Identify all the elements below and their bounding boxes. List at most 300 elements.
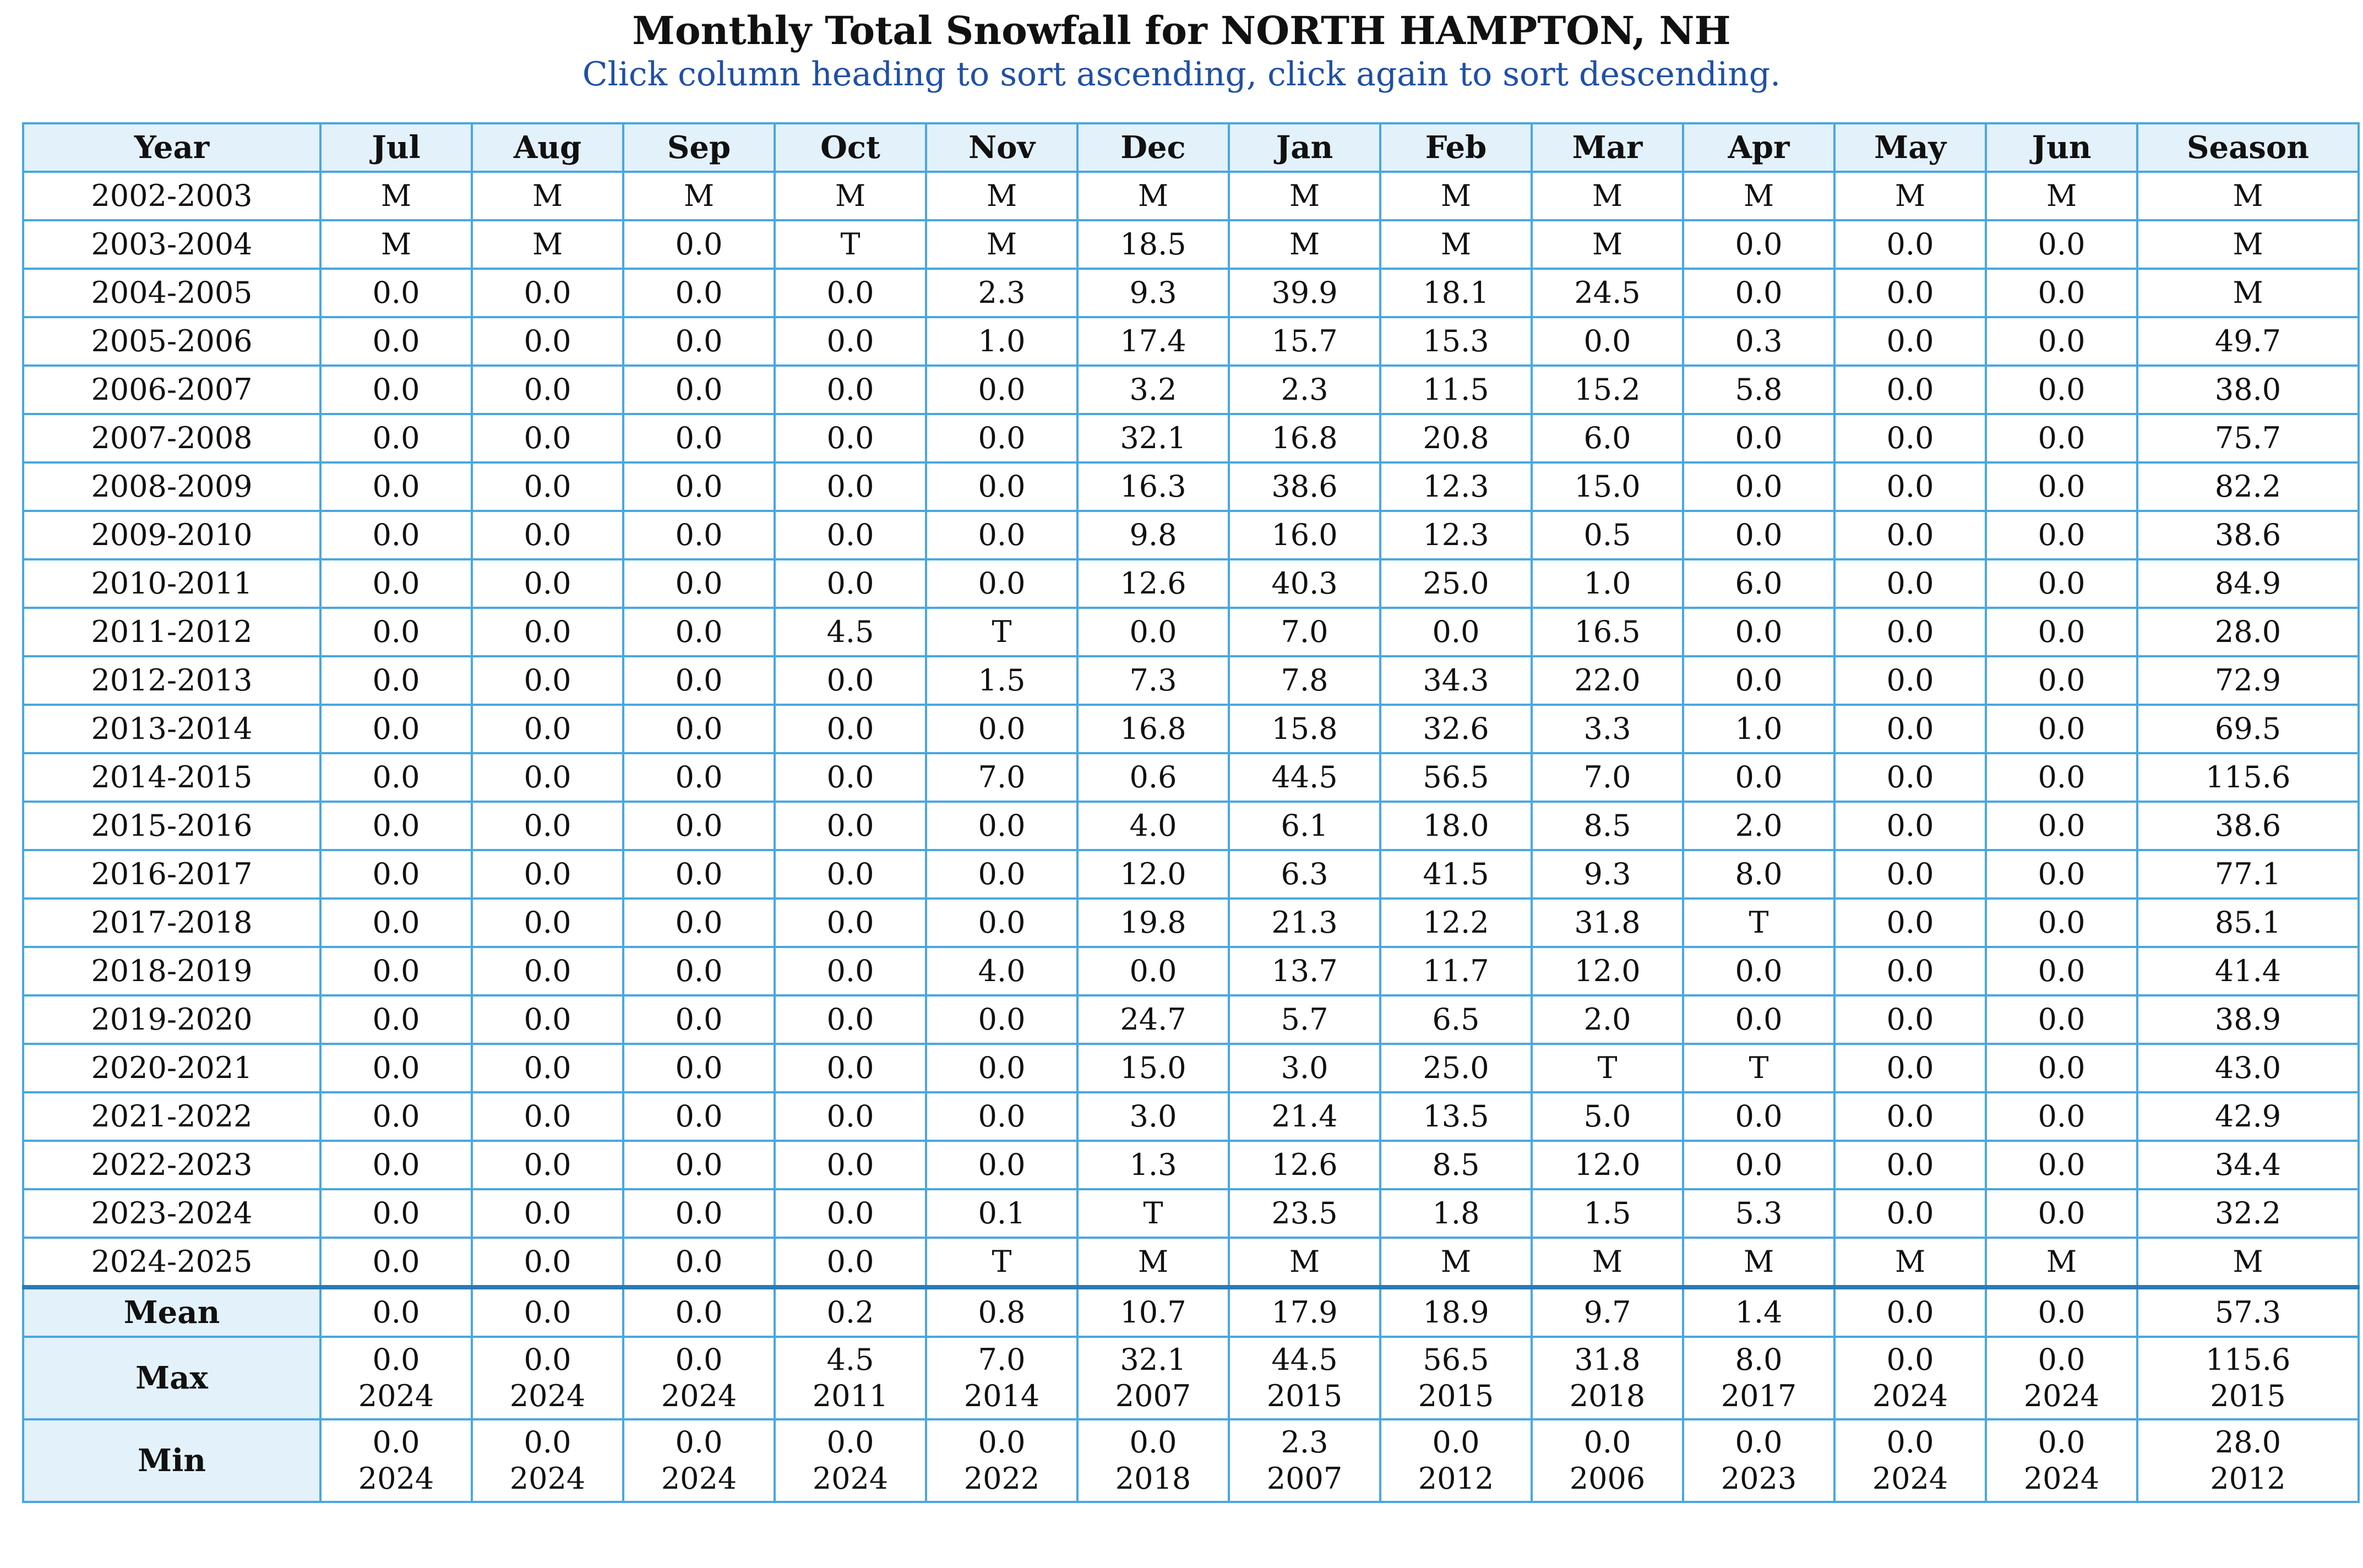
- column-header-jan[interactable]: Jan: [1229, 123, 1380, 172]
- summary-year: 2023: [1720, 1461, 1797, 1496]
- value-cell: 0.0: [1986, 317, 2137, 366]
- value-cell: 84.9: [2137, 559, 2359, 608]
- value-cell: 0.0: [623, 414, 775, 462]
- column-header-aug[interactable]: Aug: [472, 123, 623, 172]
- table-row: [23, 850, 2359, 899]
- value-cell: 69.5: [2137, 705, 2359, 753]
- value-cell: 0.0: [775, 366, 926, 414]
- year-cell: 2024-2025: [23, 1238, 320, 1287]
- value-cell: 5.3: [1683, 1189, 1834, 1238]
- year-cell: 2016-2017: [23, 850, 320, 899]
- summary-value: 0.0: [372, 1425, 420, 1460]
- value-cell: 0.0: [775, 559, 926, 608]
- value-cell: 0.0: [623, 269, 775, 317]
- value-cell: 75.7: [2137, 414, 2359, 462]
- value-cell: 0.0: [623, 705, 775, 753]
- value-cell: 0.0: [1834, 1044, 1986, 1092]
- value-cell: 9.3: [1532, 850, 1683, 899]
- value-cell: 0.0: [775, 899, 926, 947]
- value-cell: 0.0: [1683, 995, 1834, 1044]
- year-cell: 2015-2016: [23, 802, 320, 850]
- summary-cell: [926, 1419, 1077, 1502]
- value-cell: 16.8: [1229, 414, 1380, 462]
- value-cell: 72.9: [2137, 656, 2359, 705]
- summary-value: 0.0: [524, 1342, 571, 1377]
- summary-value: 0.2: [826, 1295, 874, 1330]
- summary-year: 2017: [1720, 1379, 1797, 1413]
- summary-cell: [2137, 1419, 2359, 1502]
- column-header-nov[interactable]: Nov: [926, 123, 1077, 172]
- value-cell: 0.0: [926, 559, 1077, 608]
- value-cell: 0.0: [472, 1092, 623, 1141]
- value-cell: 0.0: [320, 462, 472, 511]
- value-cell: 0.0: [1986, 366, 2137, 414]
- summary-cell: [1532, 1419, 1683, 1502]
- value-cell: 0.0: [472, 1189, 623, 1238]
- value-cell: 0.0: [1986, 899, 2137, 947]
- value-cell: 2.0: [1683, 802, 1834, 850]
- value-cell: 3.0: [1229, 1044, 1380, 1092]
- value-cell: 0.0: [1834, 850, 1986, 899]
- value-cell: M: [472, 172, 623, 220]
- value-cell: 24.5: [1532, 269, 1683, 317]
- column-header-year[interactable]: Year: [23, 123, 320, 172]
- summary-cell: [320, 1419, 472, 1502]
- summary-value: 32.1: [1120, 1342, 1186, 1377]
- summary-label-max: Max: [23, 1337, 320, 1419]
- summary-value: 0.0: [1735, 1425, 1783, 1460]
- page-title: Monthly Total Snowfall for NORTH HAMPTON, NH: [632, 8, 1731, 53]
- summary-year: 2012: [2210, 1461, 2286, 1496]
- summary-year: 2024: [2023, 1379, 2100, 1413]
- summary-cell: [623, 1337, 775, 1419]
- value-cell: 1.0: [1683, 705, 1834, 753]
- summary-value: 0.0: [2038, 1295, 2086, 1330]
- value-cell: 41.4: [2137, 947, 2359, 995]
- value-cell: 16.0: [1229, 511, 1380, 559]
- value-cell: 17.4: [1077, 317, 1229, 366]
- value-cell: 0.0: [926, 511, 1077, 559]
- value-cell: 0.0: [472, 511, 623, 559]
- value-cell: 0.0: [1986, 705, 2137, 753]
- value-cell: 38.9: [2137, 995, 2359, 1044]
- column-header-sep[interactable]: Sep: [623, 123, 775, 172]
- summary-value: 0.0: [1886, 1342, 1934, 1377]
- value-cell: 1.0: [926, 317, 1077, 366]
- value-cell: 0.0: [1986, 462, 2137, 511]
- value-cell: 12.6: [1229, 1141, 1380, 1189]
- year-cell: 2023-2024: [23, 1189, 320, 1238]
- summary-cell: [472, 1337, 623, 1419]
- value-cell: 82.2: [2137, 462, 2359, 511]
- table-row: [23, 366, 2359, 414]
- year-cell: 2006-2007: [23, 366, 320, 414]
- value-cell: 5.8: [1683, 366, 1834, 414]
- value-cell: 0.0: [1986, 511, 2137, 559]
- value-cell: 0.0: [1834, 1189, 1986, 1238]
- column-header-jun[interactable]: Jun: [1986, 123, 2137, 172]
- summary-year: 2024: [2023, 1461, 2100, 1496]
- value-cell: 0.0: [775, 462, 926, 511]
- summary-value: 0.8: [978, 1295, 1026, 1330]
- value-cell: 0.0: [320, 802, 472, 850]
- value-cell: 0.0: [1986, 608, 2137, 656]
- table-summary: [23, 1287, 2359, 1502]
- value-cell: 32.2: [2137, 1189, 2359, 1238]
- value-cell: M: [1380, 1238, 1532, 1287]
- value-cell: 0.0: [472, 802, 623, 850]
- table-row: [23, 1141, 2359, 1189]
- value-cell: 0.0: [320, 899, 472, 947]
- value-cell: 0.0: [623, 753, 775, 802]
- value-cell: 34.4: [2137, 1141, 2359, 1189]
- year-cell: 2018-2019: [23, 947, 320, 995]
- year-cell: 2019-2020: [23, 995, 320, 1044]
- value-cell: 0.0: [623, 511, 775, 559]
- summary-year: 2024: [509, 1461, 586, 1496]
- summary-year: 2024: [1872, 1379, 1948, 1413]
- value-cell: 0.0: [320, 269, 472, 317]
- value-cell: 0.0: [320, 705, 472, 753]
- value-cell: 22.0: [1532, 656, 1683, 705]
- value-cell: 0.0: [1834, 995, 1986, 1044]
- column-header-oct[interactable]: Oct: [775, 123, 926, 172]
- value-cell: 9.3: [1077, 269, 1229, 317]
- summary-year: 2024: [812, 1461, 889, 1496]
- value-cell: 6.5: [1380, 995, 1532, 1044]
- value-cell: 43.0: [2137, 1044, 2359, 1092]
- summary-row-min: [23, 1419, 2359, 1502]
- value-cell: 0.0: [472, 317, 623, 366]
- value-cell: 49.7: [2137, 317, 2359, 366]
- value-cell: 0.0: [623, 317, 775, 366]
- value-cell: 0.0: [623, 850, 775, 899]
- value-cell: 0.0: [1986, 1141, 2137, 1189]
- summary-year: 2014: [963, 1379, 1040, 1413]
- summary-value: 18.9: [1423, 1295, 1489, 1330]
- year-cell: 2021-2022: [23, 1092, 320, 1141]
- summary-cell: [1229, 1287, 1380, 1337]
- value-cell: 5.7: [1229, 995, 1380, 1044]
- value-cell: 0.0: [472, 1238, 623, 1287]
- value-cell: 0.0: [926, 1044, 1077, 1092]
- value-cell: M: [320, 220, 472, 269]
- column-header-jul[interactable]: Jul: [320, 123, 472, 172]
- summary-cell: [775, 1419, 926, 1502]
- table-body: [23, 172, 2359, 1287]
- column-header-mar[interactable]: Mar: [1532, 123, 1683, 172]
- summary-cell: [1229, 1419, 1380, 1502]
- summary-year: 2015: [2210, 1379, 2286, 1413]
- summary-cell: [926, 1287, 1077, 1337]
- value-cell: M: [1077, 172, 1229, 220]
- summary-value: 0.0: [2038, 1342, 2086, 1377]
- summary-value: 1.4: [1735, 1295, 1783, 1330]
- value-cell: 0.0: [623, 366, 775, 414]
- value-cell: 0.0: [320, 511, 472, 559]
- table-row: [23, 608, 2359, 656]
- value-cell: M: [926, 172, 1077, 220]
- year-cell: 2002-2003: [23, 172, 320, 220]
- summary-cell: [2137, 1287, 2359, 1337]
- value-cell: 0.3: [1683, 317, 1834, 366]
- value-cell: 1.5: [1532, 1189, 1683, 1238]
- value-cell: 13.7: [1229, 947, 1380, 995]
- value-cell: 0.0: [1683, 656, 1834, 705]
- value-cell: 0.6: [1077, 753, 1229, 802]
- year-cell: 2022-2023: [23, 1141, 320, 1189]
- value-cell: 39.9: [1229, 269, 1380, 317]
- value-cell: 0.0: [926, 850, 1077, 899]
- value-cell: 0.0: [472, 462, 623, 511]
- table-row: [23, 172, 2359, 220]
- summary-value: 0.0: [675, 1425, 723, 1460]
- value-cell: 0.0: [1834, 947, 1986, 995]
- table-row: [23, 269, 2359, 317]
- value-cell: 0.0: [1986, 559, 2137, 608]
- value-cell: 0.0: [320, 1238, 472, 1287]
- value-cell: 21.3: [1229, 899, 1380, 947]
- value-cell: 42.9: [2137, 1092, 2359, 1141]
- summary-value: 4.5: [826, 1342, 874, 1377]
- value-cell: 41.5: [1380, 850, 1532, 899]
- value-cell: 7.0: [1532, 753, 1683, 802]
- value-cell: 0.0: [775, 802, 926, 850]
- value-cell: 0.0: [1683, 608, 1834, 656]
- value-cell: 12.3: [1380, 511, 1532, 559]
- value-cell: M: [2137, 1238, 2359, 1287]
- value-cell: 38.6: [1229, 462, 1380, 511]
- value-cell: 0.0: [472, 850, 623, 899]
- year-cell: 2012-2013: [23, 656, 320, 705]
- value-cell: 77.1: [2137, 850, 2359, 899]
- summary-label-min: Min: [23, 1419, 320, 1502]
- value-cell: 0.0: [1986, 269, 2137, 317]
- value-cell: 3.2: [1077, 366, 1229, 414]
- year-cell: 2009-2010: [23, 511, 320, 559]
- summary-value: 57.3: [2214, 1295, 2282, 1330]
- value-cell: M: [926, 220, 1077, 269]
- summary-value: 17.9: [1271, 1295, 1338, 1330]
- value-cell: 0.0: [1683, 1092, 1834, 1141]
- value-cell: 0.0: [623, 802, 775, 850]
- value-cell: 15.8: [1229, 705, 1380, 753]
- value-cell: 16.3: [1077, 462, 1229, 511]
- value-cell: 0.0: [320, 414, 472, 462]
- summary-cell: [775, 1337, 926, 1419]
- value-cell: 0.0: [775, 511, 926, 559]
- value-cell: M: [1834, 172, 1986, 220]
- value-cell: 0.0: [320, 1044, 472, 1092]
- summary-cell: [1380, 1419, 1532, 1502]
- value-cell: 0.0: [320, 850, 472, 899]
- value-cell: 0.0: [1986, 802, 2137, 850]
- summary-cell: [1532, 1337, 1683, 1419]
- value-cell: M: [1532, 220, 1683, 269]
- table-row: [23, 462, 2359, 511]
- value-cell: 0.0: [926, 995, 1077, 1044]
- summary-value: 0.0: [2038, 1425, 2086, 1460]
- year-cell: 2005-2006: [23, 317, 320, 366]
- value-cell: M: [1229, 172, 1380, 220]
- value-cell: 23.5: [1229, 1189, 1380, 1238]
- summary-cell: [775, 1287, 926, 1337]
- value-cell: T: [1683, 1044, 1834, 1092]
- value-cell: 0.0: [472, 995, 623, 1044]
- value-cell: 0.0: [775, 656, 926, 705]
- value-cell: M: [775, 172, 926, 220]
- value-cell: 0.0: [1986, 1092, 2137, 1141]
- value-cell: 5.0: [1532, 1092, 1683, 1141]
- summary-cell: [1683, 1287, 1834, 1337]
- value-cell: 8.5: [1532, 802, 1683, 850]
- value-cell: 0.0: [1834, 269, 1986, 317]
- value-cell: 0.0: [1834, 899, 1986, 947]
- value-cell: M: [1532, 1238, 1683, 1287]
- summary-value: 0.0: [675, 1295, 723, 1330]
- year-cell: 2008-2009: [23, 462, 320, 511]
- summary-year: 2011: [812, 1379, 889, 1413]
- value-cell: 6.0: [1683, 559, 1834, 608]
- value-cell: 0.0: [775, 850, 926, 899]
- value-cell: 0.0: [1834, 366, 1986, 414]
- year-cell: 2017-2018: [23, 899, 320, 947]
- value-cell: 0.0: [623, 1044, 775, 1092]
- value-cell: 4.0: [1077, 802, 1229, 850]
- value-cell: 38.6: [2137, 511, 2359, 559]
- value-cell: 3.3: [1532, 705, 1683, 753]
- table-row: [23, 220, 2359, 269]
- column-header-may[interactable]: May: [1834, 123, 1986, 172]
- value-cell: 0.0: [1986, 850, 2137, 899]
- value-cell: 0.0: [1683, 220, 1834, 269]
- summary-cell: [623, 1419, 775, 1502]
- column-header-feb[interactable]: Feb: [1380, 123, 1532, 172]
- value-cell: 0.0: [320, 1092, 472, 1141]
- summary-year: 2018: [1569, 1379, 1646, 1413]
- table-row: [23, 899, 2359, 947]
- value-cell: 0.0: [1834, 414, 1986, 462]
- year-cell: 2010-2011: [23, 559, 320, 608]
- column-header-season[interactable]: Season: [2137, 123, 2359, 172]
- summary-year: 2024: [358, 1461, 434, 1496]
- value-cell: 0.0: [926, 705, 1077, 753]
- summary-value: 0.0: [1886, 1425, 1934, 1460]
- summary-value: 56.5: [1423, 1342, 1489, 1377]
- value-cell: 0.0: [775, 995, 926, 1044]
- value-cell: M: [1380, 172, 1532, 220]
- value-cell: 0.0: [775, 269, 926, 317]
- value-cell: 0.0: [1834, 559, 1986, 608]
- value-cell: 0.0: [1077, 608, 1229, 656]
- value-cell: 0.0: [320, 608, 472, 656]
- summary-value: 7.0: [978, 1342, 1026, 1377]
- value-cell: 1.3: [1077, 1141, 1229, 1189]
- value-cell: 0.0: [623, 1238, 775, 1287]
- summary-row-mean: [23, 1287, 2359, 1337]
- value-cell: 0.0: [775, 1141, 926, 1189]
- value-cell: 0.0: [472, 947, 623, 995]
- summary-cell: [1077, 1337, 1229, 1419]
- value-cell: 0.0: [1683, 511, 1834, 559]
- value-cell: 34.3: [1380, 656, 1532, 705]
- column-header-apr[interactable]: Apr: [1683, 123, 1834, 172]
- value-cell: 0.0: [1986, 947, 2137, 995]
- value-cell: 7.0: [926, 753, 1077, 802]
- table-row: [23, 1238, 2359, 1287]
- year-cell: 2011-2012: [23, 608, 320, 656]
- value-cell: 0.0: [1834, 802, 1986, 850]
- value-cell: 12.3: [1380, 462, 1532, 511]
- value-cell: M: [1683, 1238, 1834, 1287]
- value-cell: 9.8: [1077, 511, 1229, 559]
- value-cell: T: [775, 220, 926, 269]
- value-cell: 85.1: [2137, 899, 2359, 947]
- value-cell: 0.0: [1834, 220, 1986, 269]
- table-row: [23, 753, 2359, 802]
- value-cell: M: [1229, 220, 1380, 269]
- summary-year: 2012: [1418, 1461, 1494, 1496]
- value-cell: 0.0: [1834, 753, 1986, 802]
- value-cell: 4.5: [775, 608, 926, 656]
- column-header-dec[interactable]: Dec: [1077, 123, 1229, 172]
- value-cell: 2.0: [1532, 995, 1683, 1044]
- summary-cell: [1834, 1287, 1986, 1337]
- value-cell: 0.0: [775, 1044, 926, 1092]
- value-cell: 0.1: [926, 1189, 1077, 1238]
- value-cell: 0.0: [926, 899, 1077, 947]
- summary-year: 2018: [1115, 1461, 1191, 1496]
- value-cell: 0.0: [1834, 1141, 1986, 1189]
- value-cell: 0.0: [623, 899, 775, 947]
- value-cell: 7.3: [1077, 656, 1229, 705]
- summary-year: 2024: [358, 1379, 434, 1413]
- value-cell: 12.6: [1077, 559, 1229, 608]
- value-cell: 0.0: [926, 366, 1077, 414]
- value-cell: M: [1077, 1238, 1229, 1287]
- year-cell: 2003-2004: [23, 220, 320, 269]
- table-row: [23, 802, 2359, 850]
- table-row: [23, 414, 2359, 462]
- value-cell: 0.0: [1683, 947, 1834, 995]
- value-cell: 115.6: [2137, 753, 2359, 802]
- value-cell: 0.0: [1077, 947, 1229, 995]
- summary-value: 0.0: [524, 1295, 571, 1330]
- value-cell: 0.0: [1834, 656, 1986, 705]
- header-row: [23, 123, 2359, 172]
- value-cell: 0.0: [1986, 1189, 2137, 1238]
- value-cell: 32.6: [1380, 705, 1532, 753]
- table-row: [23, 317, 2359, 366]
- summary-year: 2007: [1266, 1461, 1343, 1496]
- value-cell: 31.8: [1532, 899, 1683, 947]
- value-cell: 0.0: [926, 1141, 1077, 1189]
- value-cell: 0.0: [926, 414, 1077, 462]
- summary-cell: [1380, 1287, 1532, 1337]
- value-cell: 0.0: [320, 1141, 472, 1189]
- value-cell: 0.0: [775, 753, 926, 802]
- value-cell: 0.5: [1532, 511, 1683, 559]
- value-cell: 0.0: [775, 414, 926, 462]
- value-cell: 28.0: [2137, 608, 2359, 656]
- summary-value: 0.0: [978, 1425, 1026, 1460]
- summary-value: 8.0: [1735, 1342, 1783, 1377]
- summary-label-mean: Mean: [23, 1287, 320, 1337]
- table-row: [23, 559, 2359, 608]
- value-cell: 0.0: [320, 559, 472, 608]
- value-cell: 0.0: [1834, 462, 1986, 511]
- value-cell: 0.0: [472, 705, 623, 753]
